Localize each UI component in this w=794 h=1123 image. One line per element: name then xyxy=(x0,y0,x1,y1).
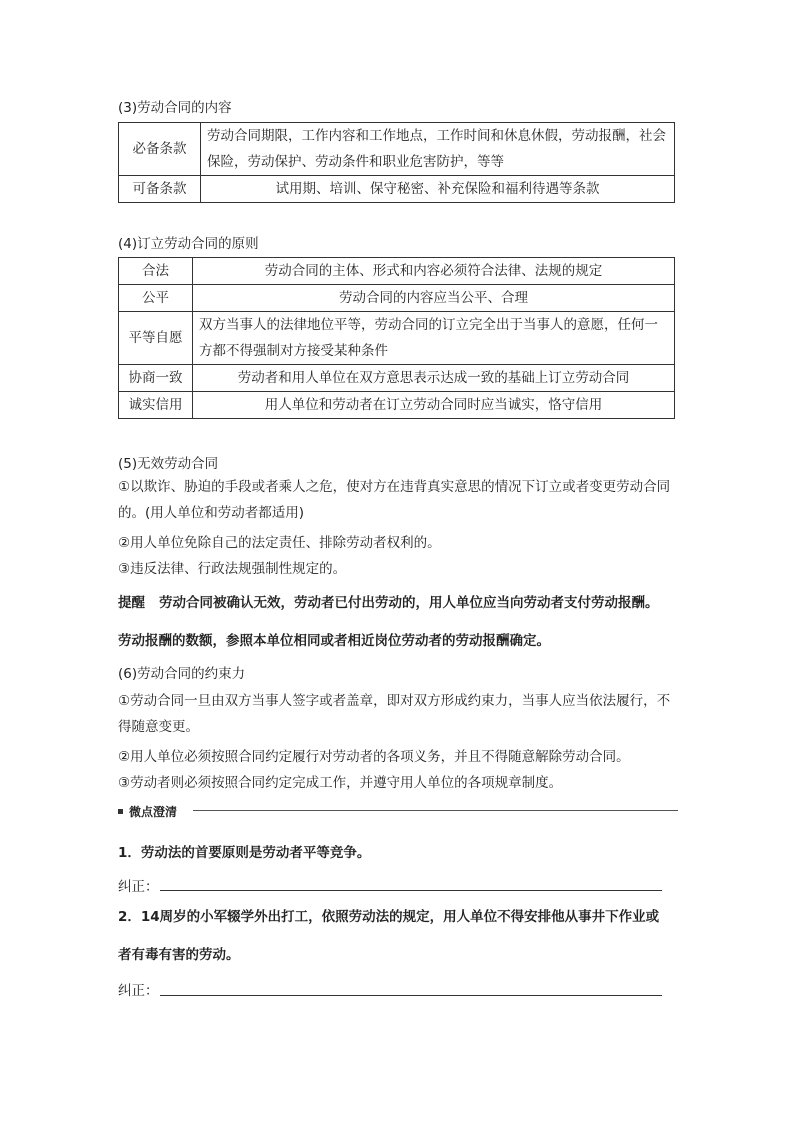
row-label: 诚实信用 xyxy=(119,392,193,419)
binding-item-1: ①劳动合同一旦由双方当事人签字或者盖章，即对双方形成约束力，当事人应当依法履行，不得随意变更。 xyxy=(118,693,671,735)
square-bullet-icon xyxy=(118,809,123,814)
row-content: 劳动合同的主体、形式和内容必须符合法律、法规的规定 xyxy=(193,258,675,285)
table-row xyxy=(119,312,675,365)
row-content: 劳动者和用人单位在双方意思表示达成一致的基础上订立劳动合同 xyxy=(193,365,675,392)
correct-label-2: 纠正： xyxy=(118,983,159,999)
binding-item-2: ②用人单位必须按照合同约定履行对劳动者的各项义务，并且不得随意解除劳动合同。 xyxy=(118,749,630,765)
table-row xyxy=(119,285,675,312)
section-3-heading: (3)劳动合同的内容 xyxy=(118,100,232,116)
row-content: 用人单位和劳动者在订立劳动合同时应当诚实，恪守信用 xyxy=(193,392,675,419)
binding-item-3: ③劳动者则必须按照合同约定完成工作，并遵守用人单位的各项规章制度。 xyxy=(118,775,563,791)
correct-label-1: 纠正： xyxy=(118,879,159,895)
row-label: 合法 xyxy=(119,258,193,285)
section-6-heading: (6)劳动合同的约束力 xyxy=(118,666,246,682)
clarify-title: 微点澄清 xyxy=(118,803,177,820)
tip-line-2: 劳动报酬的数额，参照本单位相同或者相近岗位劳动者的劳动报酬确定。 xyxy=(118,633,550,649)
table-row xyxy=(119,365,675,392)
section-5-heading: (5)无效劳动合同 xyxy=(118,456,219,472)
answer-line-2[interactable] xyxy=(160,995,662,996)
invalid-item-3: ③违反法律、行政法规强制性规定的。 xyxy=(118,561,347,577)
row-label: 协商一致 xyxy=(119,365,193,392)
row-content: 试用期、培训、保守秘密、补充保险和福利待遇等条款 xyxy=(201,176,675,203)
invalid-item-2: ②用人单位免除自己的法定责任、排除劳动者权利的。 xyxy=(118,535,441,551)
question-2-line-2: 者有毒有害的劳动。 xyxy=(118,947,240,963)
table-row xyxy=(119,176,675,203)
invalid-item-1: ①以欺诈、胁迫的手段或者乘人之危，使对方在违背真实意思的情况下订立或者变更劳动合同的。(用人单位和劳动者都适用) xyxy=(118,479,671,521)
table-row xyxy=(119,258,675,285)
section-4-heading: (4)订立劳动合同的原则 xyxy=(118,236,259,252)
row-label: 必备条款 xyxy=(119,123,201,176)
row-label: 可备条款 xyxy=(119,176,201,203)
answer-line-1[interactable] xyxy=(160,890,662,891)
principles-table xyxy=(118,257,675,419)
contract-content-table xyxy=(118,122,675,203)
row-label: 公平 xyxy=(119,285,193,312)
section-divider xyxy=(193,810,678,811)
row-content: 双方当事人的法律地位平等，劳动合同的订立完全出于当事人的意愿，任何一方都不得强制对方接受某种条件 xyxy=(193,312,675,365)
row-content: 劳动合同的内容应当公平、合理 xyxy=(193,285,675,312)
table-row xyxy=(119,392,675,419)
row-label: 平等自愿 xyxy=(119,312,193,365)
table-row xyxy=(119,123,675,176)
tip-text: 劳动合同被确认无效，劳动者已付出劳动的，用人单位应当向劳动者支付劳动报酬。 xyxy=(159,595,659,611)
question-2-line-1: 2．14周岁的小军辍学外出打工，依照劳动法的规定，用人单位不得安排他从事井下作业或 xyxy=(118,909,660,925)
tip-line-1 xyxy=(118,590,678,616)
question-1: 1．劳动法的首要原则是劳动者平等竞争。 xyxy=(118,845,371,861)
row-content: 劳动合同期限，工作内容和工作地点，工作时间和休息休假，劳动报酬，社会保险，劳动保护、劳动条件和职业危害防护，等等 xyxy=(201,123,675,176)
tip-label: 提醒 xyxy=(118,595,145,611)
